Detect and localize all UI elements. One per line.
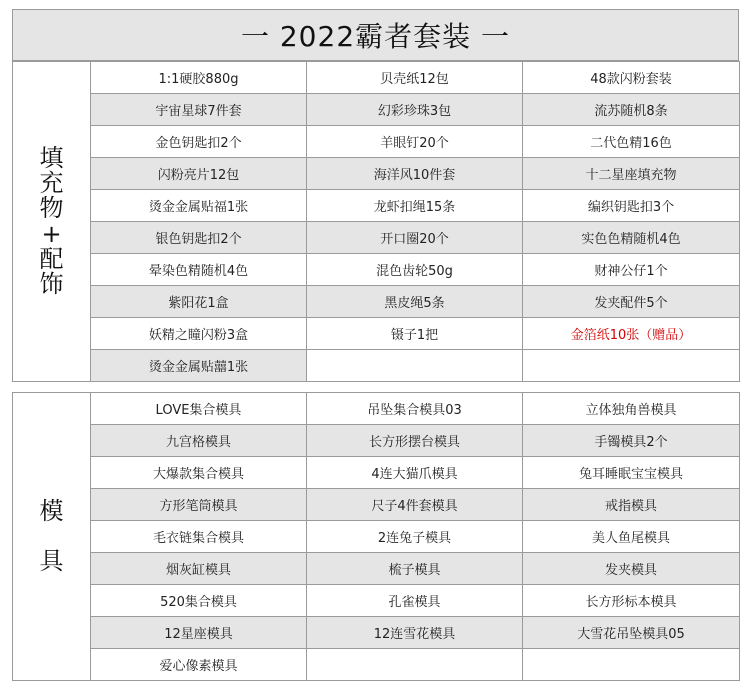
category-char: + (41, 219, 62, 248)
item-cell: LOVE集合模具 (91, 393, 307, 425)
item-cell: 二代色精16色 (523, 126, 740, 158)
item-cell: 尺子4件套模具 (307, 489, 523, 521)
empty-cell (307, 649, 523, 681)
item-cell: 48款闪粉套装 (523, 62, 740, 94)
empty-cell (523, 350, 740, 382)
item-cell: 12连雪花模具 (307, 617, 523, 649)
item-cell: 镊子1把 (307, 318, 523, 350)
table-row (13, 521, 740, 553)
table-row (13, 553, 740, 585)
table-row (13, 286, 740, 318)
item-cell: 编织钥匙扣3个 (523, 190, 740, 222)
item-cell: 财神公仔1个 (523, 254, 740, 286)
table-row (13, 318, 740, 350)
item-cell: 开口圈20个 (307, 222, 523, 254)
item-cell: 金色钥匙扣2个 (91, 126, 307, 158)
item-cell: 1:1硬胶880g (91, 62, 307, 94)
category-char: 饰 (39, 269, 64, 298)
item-cell: 闪粉亮片12包 (91, 158, 307, 190)
item-cell: 立体独角兽模具 (523, 393, 740, 425)
item-cell: 贝壳纸12包 (307, 62, 523, 94)
table-row (13, 489, 740, 521)
item-cell: 方形笔筒模具 (91, 489, 307, 521)
item-cell: 大爆款集合模具 (91, 457, 307, 489)
item-cell: 海洋风10件套 (307, 158, 523, 190)
title-banner (12, 9, 739, 61)
item-cell: 晕染色精随机4色 (91, 254, 307, 286)
fillers-accessories-table (12, 61, 740, 382)
item-cell: 流苏随机8条 (523, 94, 740, 126)
item-cell: 混色齿轮50g (307, 254, 523, 286)
category-char: 物 (39, 194, 64, 223)
table-row (13, 158, 740, 190)
item-cell: 发夹配件5个 (523, 286, 740, 318)
item-cell: 520集合模具 (91, 585, 307, 617)
item-cell: 兔耳睡眠宝宝模具 (523, 457, 740, 489)
item-cell: 戒指模具 (523, 489, 740, 521)
item-cell: 羊眼钉20个 (307, 126, 523, 158)
empty-cell (523, 649, 740, 681)
category-fillers-accessories (13, 62, 91, 382)
page-title: 一 2022霸者套装 一 (240, 20, 511, 53)
table-row (13, 254, 740, 286)
table-row (13, 222, 740, 254)
category-char: 具 (39, 547, 64, 576)
item-cell: 吊坠集合模具03 (307, 393, 523, 425)
item-cell: 美人鱼尾模具 (523, 521, 740, 553)
empty-cell (307, 350, 523, 382)
table-row (13, 350, 740, 382)
table-row (13, 585, 740, 617)
table-row (13, 62, 740, 94)
item-cell: 实色色精随机4色 (523, 222, 740, 254)
item-cell: 手镯模具2个 (523, 425, 740, 457)
table-row (13, 126, 740, 158)
item-cell: 银色钥匙扣2个 (91, 222, 307, 254)
category-char: 充 (39, 169, 64, 198)
item-cell: 2连兔子模具 (307, 521, 523, 553)
item-cell: 梳子模具 (307, 553, 523, 585)
item-cell: 紫阳花1盒 (91, 286, 307, 318)
table-row (13, 649, 740, 681)
table-row (13, 94, 740, 126)
table-row (13, 393, 740, 425)
item-cell: 妖精之瞳闪粉3盒 (91, 318, 307, 350)
category-molds (13, 393, 91, 681)
item-cell: 12星座模具 (91, 617, 307, 649)
gift-item-cell: 金箔纸10张（赠品） (523, 318, 740, 350)
item-cell: 爱心像素模具 (91, 649, 307, 681)
item-cell: 大雪花吊坠模具05 (523, 617, 740, 649)
item-cell: 十二星座填充物 (523, 158, 740, 190)
item-cell: 长方形标本模具 (523, 585, 740, 617)
item-cell: 龙虾扣绳15条 (307, 190, 523, 222)
item-cell: 幻彩珍珠3包 (307, 94, 523, 126)
item-cell: 烫金金属贴囍1张 (91, 350, 307, 382)
item-cell: 4连大猫爪模具 (307, 457, 523, 489)
item-cell: 发夹模具 (523, 553, 740, 585)
table-row (13, 190, 740, 222)
item-cell: 九宫格模具 (91, 425, 307, 457)
item-cell: 烟灰缸模具 (91, 553, 307, 585)
item-cell: 黑皮绳5条 (307, 286, 523, 318)
category-char: 模 (39, 496, 64, 525)
item-cell: 孔雀模具 (307, 585, 523, 617)
item-cell: 烫金金属贴福1张 (91, 190, 307, 222)
category-char: 填 (39, 143, 64, 172)
table-row (13, 425, 740, 457)
category-char: 配 (39, 244, 64, 273)
molds-table (12, 392, 740, 681)
item-cell: 宇宙星球7件套 (91, 94, 307, 126)
item-cell: 长方形摆台模具 (307, 425, 523, 457)
table-row (13, 457, 740, 489)
table-row (13, 617, 740, 649)
item-cell: 毛衣链集合模具 (91, 521, 307, 553)
